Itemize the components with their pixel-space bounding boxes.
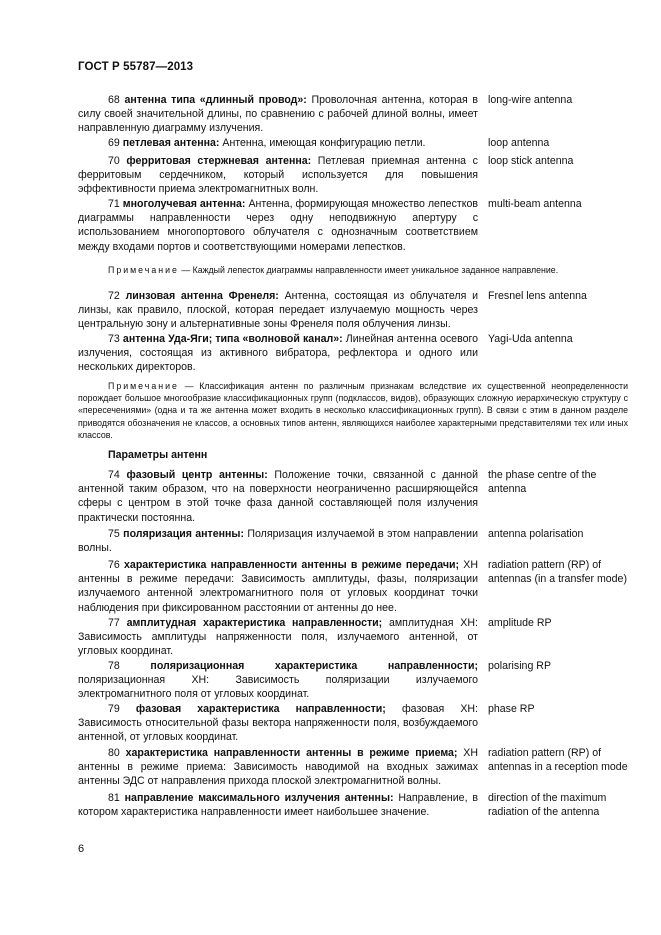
- term-english-80: radiation pattern (RP) of antennas in a reception mode: [488, 747, 628, 774]
- term-number: 73: [108, 333, 120, 345]
- term-english-76: radiation pattern (RP) of antennas (in a transfer mode): [488, 559, 627, 586]
- term-name: фазовая характеристика направленности;: [135, 703, 386, 715]
- term-english-77: amplitude RP: [488, 617, 552, 629]
- note-text: — Каждый лепесток диаграммы направленности имеет уникальное заданное направление.: [181, 265, 559, 275]
- term-entry-81: [78, 791, 478, 819]
- note-label: Примечание: [108, 381, 179, 391]
- term-name: поляризационная характеристика направленности;: [150, 660, 478, 672]
- term-number: 76: [108, 559, 120, 571]
- term-definition: Проволочная антенна, которая в силу своей значительной длины, по сравнению с рабочей длиной волны, имеет направленную диаграмму излучения.: [78, 94, 478, 135]
- term-definition: Поляризация излучаемой в этом направлении волны.: [78, 528, 478, 555]
- term-name: петлевая антенна:: [122, 137, 220, 149]
- term-name: антенна Уда-Яги; типа «волновой канал»:: [122, 333, 343, 345]
- term-number: 68: [108, 94, 120, 106]
- term-definition: поляризационная ХН: Зависимость поляризации излучаемого электромагнитного поля от угловых координат.: [78, 674, 478, 701]
- term-number: 75: [108, 528, 120, 540]
- term-name: многолучевая антенна:: [122, 198, 246, 210]
- term-entry-70: [78, 154, 478, 197]
- term-entry-72: [78, 289, 478, 332]
- term-definition: Антенна, имеющая конфигурацию петли.: [222, 137, 426, 149]
- note-2: [78, 380, 628, 441]
- term-definition: ХН антенны в режиме приема: Зависимость наводимой на входных зажимах антенны ЭДС от направления прихода плоской электромагнитной волны.: [78, 747, 478, 788]
- term-definition: фазовая ХН: Зависимость относительной фазы вектора напряженности поля, возбуждаемого антенной, от угловых координат.: [78, 703, 478, 744]
- term-name: ферритовая стержневая антенна:: [126, 155, 312, 167]
- term-name: линзовая антенна Френеля:: [125, 290, 279, 302]
- term-number: 80: [108, 747, 120, 759]
- term-name: амплитудная характеристика направленности;: [126, 617, 383, 629]
- term-english-69: loop antenna: [488, 137, 550, 149]
- term-english-81: direction of the maximum radiation of the antenna: [488, 792, 607, 819]
- term-name: направление максимального излучения антенны:: [124, 792, 394, 804]
- term-definition: Направление, в котором характеристика направленности имеет наибольшее значение.: [78, 792, 478, 819]
- term-number: 81: [108, 792, 120, 804]
- page-number: 6: [78, 843, 85, 855]
- term-entry-77: [78, 616, 478, 659]
- term-name: фазовый центр антенны:: [126, 469, 268, 481]
- term-number: 71: [108, 198, 120, 210]
- term-english-74: the phase centre of the antenna: [488, 469, 597, 496]
- term-number: 72: [108, 290, 120, 302]
- term-number: 74: [108, 469, 120, 481]
- term-definition: Петлевая приемная антенна с ферритовым сердечником, который используется для повышения эффективности приема электромагнитных волн.: [78, 155, 478, 196]
- term-english-72: Fresnel lens antenna: [488, 290, 587, 302]
- term-entry-69: [78, 136, 478, 150]
- term-entry-75: [78, 527, 478, 555]
- term-entry-78: [78, 659, 478, 702]
- term-number: 79: [108, 703, 120, 715]
- term-definition: ХН антенны в режиме передачи: Зависимость амплитуды, фазы, поляризации излучаемого антенной электромагнитного поля от угловых координат точки наблюдения при фиксированном расстоянии от антенны до нее.: [78, 559, 478, 614]
- term-english-79: phase RP: [488, 703, 535, 715]
- term-name: характеристика направленности антенны в режиме приема;: [125, 747, 458, 759]
- term-number: 78: [108, 660, 120, 672]
- term-definition: амплитудная ХН: Зависимость амплитуды напряженности поля, излучаемого антенной, от угловых координат.: [78, 617, 478, 658]
- term-english-75: antenna polarisation: [488, 528, 584, 540]
- term-entry-71: [78, 197, 478, 254]
- term-name: антенна типа «длинный провод»:: [124, 94, 307, 106]
- term-entry-79: [78, 702, 478, 745]
- term-english-70: loop stick antenna: [488, 155, 574, 167]
- term-english-73: Yagi-Uda antenna: [488, 333, 573, 345]
- term-entry-80: [78, 746, 478, 789]
- section-title: Параметры антенн: [108, 449, 208, 461]
- note-text: — Классификация антенн по различным признакам вследствие их существенной неопределенности порождает большое многообразие классификационных групп (подклассов, видов), образующих сложную иерархическую структуру с «пересечениями» (одна и та же антенна может входить в несколько классификационных групп). В связи с этим в данном разделе приводятся обозначения не классов, а основных типов антенн, являющихся наиболее характерными представителями тех или иных классов.: [78, 381, 628, 440]
- term-english-71: multi-beam antenna: [488, 198, 582, 210]
- term-number: 77: [108, 617, 120, 629]
- term-definition: Антенна, формирующая множество лепестков диаграммы направленности через одну неподвижную апертуру с использованием многопортового облучателя с однозначным соответствием между входами портов и соответствующими номерами лепестков.: [78, 198, 479, 253]
- term-english-78: polarising RP: [488, 660, 552, 672]
- term-definition: Линейная антенна осевого излучения, состоящая из активного вибратора, рефлектора и одного или нескольких директоров.: [78, 333, 478, 374]
- term-entry-73: [78, 332, 478, 375]
- term-entry-74: [78, 468, 478, 525]
- term-name: поляризация антенны:: [123, 528, 245, 540]
- term-number: 70: [108, 155, 120, 167]
- term-entry-76: [78, 558, 478, 615]
- term-name: характеристика направленности антенны в режиме передачи;: [124, 559, 460, 571]
- document-header: ГОСТ Р 55787—2013: [78, 61, 194, 73]
- note-label: Примечание: [108, 265, 179, 275]
- term-definition: Антенна, состоящая из облучателя и линзы, как правило, плоской, которая передает излучаемую мощность через центральную зону и альтернативные зоны Френеля поля облучения линзы.: [78, 290, 479, 331]
- term-definition: Положение точки, связанной с данной антенной таким образом, что на поверхности неограниченно расширяющейся сферы с центром в этой точке фаза данной составляющей поля излучения практически постоянна.: [78, 469, 478, 524]
- term-number: 69: [108, 137, 120, 149]
- term-english-68: long-wire antenna: [488, 94, 573, 106]
- note-1: [78, 264, 628, 276]
- term-entry-68: [78, 93, 478, 136]
